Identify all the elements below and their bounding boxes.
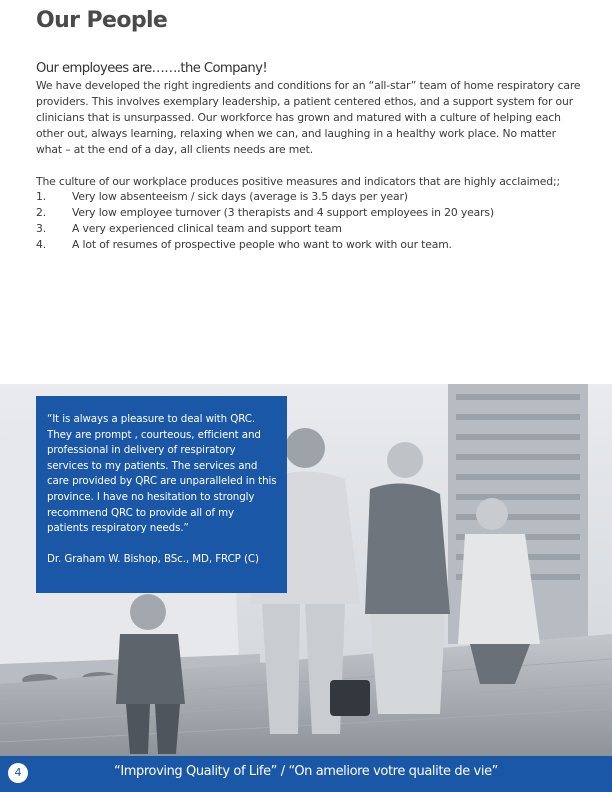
page-subtitle: Our employees are…….the Company! — [36, 61, 268, 76]
testimonial-quote: “It is always a pleasure to deal with QRC. They are prompt , courteous, efficient and professional in delivery of respiratory services to my patients. The services and care provided by QRC are unparalleled in this province. I have no hesitation to strongly recommend QRC to provide all of my patients respiratory needs.” — [47, 413, 277, 535]
list-item-number: 1. — [36, 190, 47, 204]
body-text — [36, 78, 584, 253]
indicator-list — [36, 189, 584, 253]
list-item-number: 3. — [36, 222, 47, 236]
list-item-number: 2. — [36, 206, 47, 220]
list-item-text: Very low employee turnover (3 therapists and 4 support employees in 20 years) — [72, 206, 494, 220]
testimonial-author: Dr. Graham W. Bishop, BSc., MD, FRCP (C) — [47, 552, 259, 565]
page-number: 4 — [8, 763, 28, 783]
list-item-text: A lot of resumes of prospective people who want to work with our team. — [72, 238, 452, 252]
footer-tagline: “Improving Quality of Life” / “On ameliore votre qualite de vie” — [113, 764, 498, 779]
footer-bar — [0, 756, 612, 792]
testimonial-box — [36, 396, 287, 593]
page-title: Our People — [36, 8, 168, 33]
list-item — [36, 237, 584, 253]
list-item — [36, 205, 584, 221]
list-item — [36, 189, 584, 205]
list-item-number: 4. — [36, 238, 47, 252]
list-item-text: A very experienced clinical team and support team — [72, 222, 342, 236]
list-item-text: Very low absenteeism / sick days (average is 3.5 days per year) — [72, 190, 408, 204]
culture-intro: The culture of our workplace produces positive measures and indicators that are highly acclaimed;; — [36, 174, 560, 188]
intro-paragraph: We have developed the right ingredients and conditions for an “all-star” team of home respiratory care providers. This involves exemplary leadership, a patient centered ethos, and a support system for our clinicians that is unsurpassed. Our workforce has grown and matured with a culture of helping each other out, always learning, relaxing when we can, and laughing in a healthy work place. No matter what – at the end of a day, all clients needs are met. — [36, 79, 581, 156]
list-item — [36, 221, 584, 237]
